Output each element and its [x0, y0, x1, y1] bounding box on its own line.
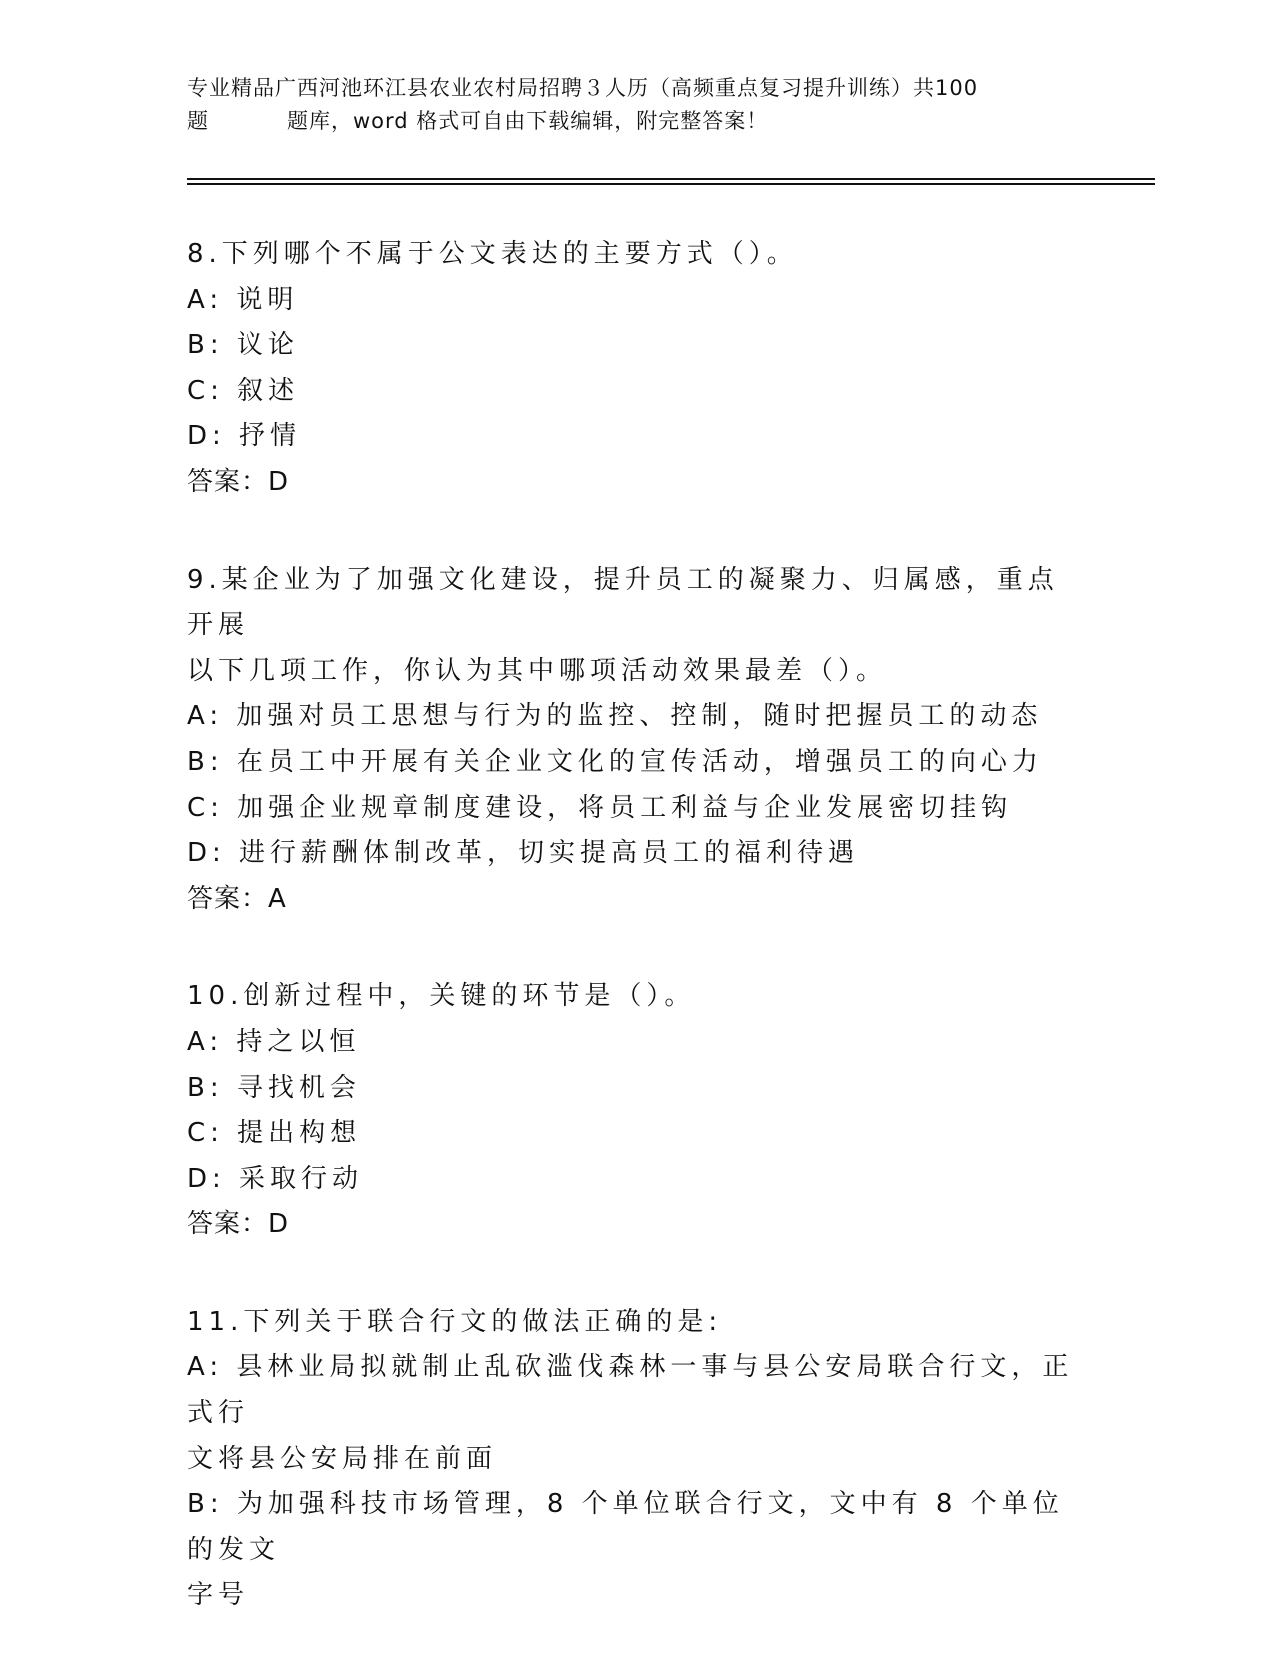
header-divider-bottom — [187, 183, 1155, 185]
answer-line — [187, 1202, 1087, 1248]
option-b-continued: 字号 — [187, 1580, 250, 1611]
question-stem: 11.下列关于联合行文的做法正确的是: — [187, 1306, 723, 1337]
answer-value: A — [268, 883, 286, 914]
option-c: C: 叙述 — [187, 375, 300, 406]
option-d: D: 进行薪酬体制改革，切实提高员工的福利待遇 — [187, 838, 860, 869]
option-c: C: 加强企业规章制度建设，将员工利益与企业发展密切挂钩 — [187, 792, 1013, 823]
header-title-line: 专业精品广西河池环江县农业农村局招聘３人历（高频重点复习提升训练）共100 — [187, 76, 979, 100]
header-subtitle-line — [187, 105, 1087, 138]
answer-line — [187, 877, 1087, 923]
option-a: A: 持之以恒 — [187, 1026, 361, 1057]
option-b: B: 寻找机会 — [187, 1072, 361, 1103]
question-item — [187, 232, 1087, 506]
question-stem: 8.下列哪个不属于公文表达的主要方式（）。 — [187, 239, 798, 269]
question-item — [187, 558, 1087, 923]
answer-label: 答案： — [187, 883, 269, 914]
answer-label: 答案： — [187, 1209, 269, 1240]
answer-line — [187, 460, 1087, 506]
question-item — [187, 974, 1087, 1248]
answer-label: 答案： — [187, 466, 269, 497]
answer-value: D — [268, 1209, 289, 1240]
option-c: C: 提出构想 — [187, 1118, 362, 1149]
answer-value: D — [268, 466, 289, 497]
option-b: B: 在员工中开展有关企业文化的宣传活动，增强员工的向心力 — [187, 746, 1043, 777]
option-b: B: 为加强科技市场管理，8 个单位联合行文，文中有 8 个单位的发文 — [187, 1489, 1064, 1565]
option-d: D: 抒情 — [187, 421, 302, 452]
option-a: A: 加强对员工思想与行为的监控、控制，随时把握员工的动态 — [187, 701, 1043, 732]
document-header — [187, 72, 1087, 138]
header-subtitle-text: 题库，word 格式可自由下载编辑，附完整答案！ — [287, 109, 769, 133]
question-item — [187, 1300, 1087, 1619]
header-subtitle-lead: 题 — [187, 109, 209, 133]
option-d: D: 采取行动 — [187, 1163, 364, 1194]
question-stem: 9.某企业为了加强文化建设，提升员工的凝聚力、归属感，重点开展 — [187, 564, 1059, 641]
header-divider-top — [187, 178, 1155, 180]
option-a: A: 县林业局拟就制止乱砍滥伐森林一事与县公安局联合行文，正式行 — [187, 1352, 1074, 1429]
option-a: A: 说明 — [187, 284, 299, 315]
question-stem: 10.创新过程中，关键的环节是（）。 — [187, 981, 696, 1012]
option-a-continued: 文将县公安局排在前面 — [187, 1443, 498, 1474]
option-b: B: 议论 — [187, 330, 299, 361]
question-stem-continued: 以下几项工作，你认为其中哪项活动效果最差（）。 — [187, 655, 888, 686]
question-list — [187, 232, 1087, 1671]
